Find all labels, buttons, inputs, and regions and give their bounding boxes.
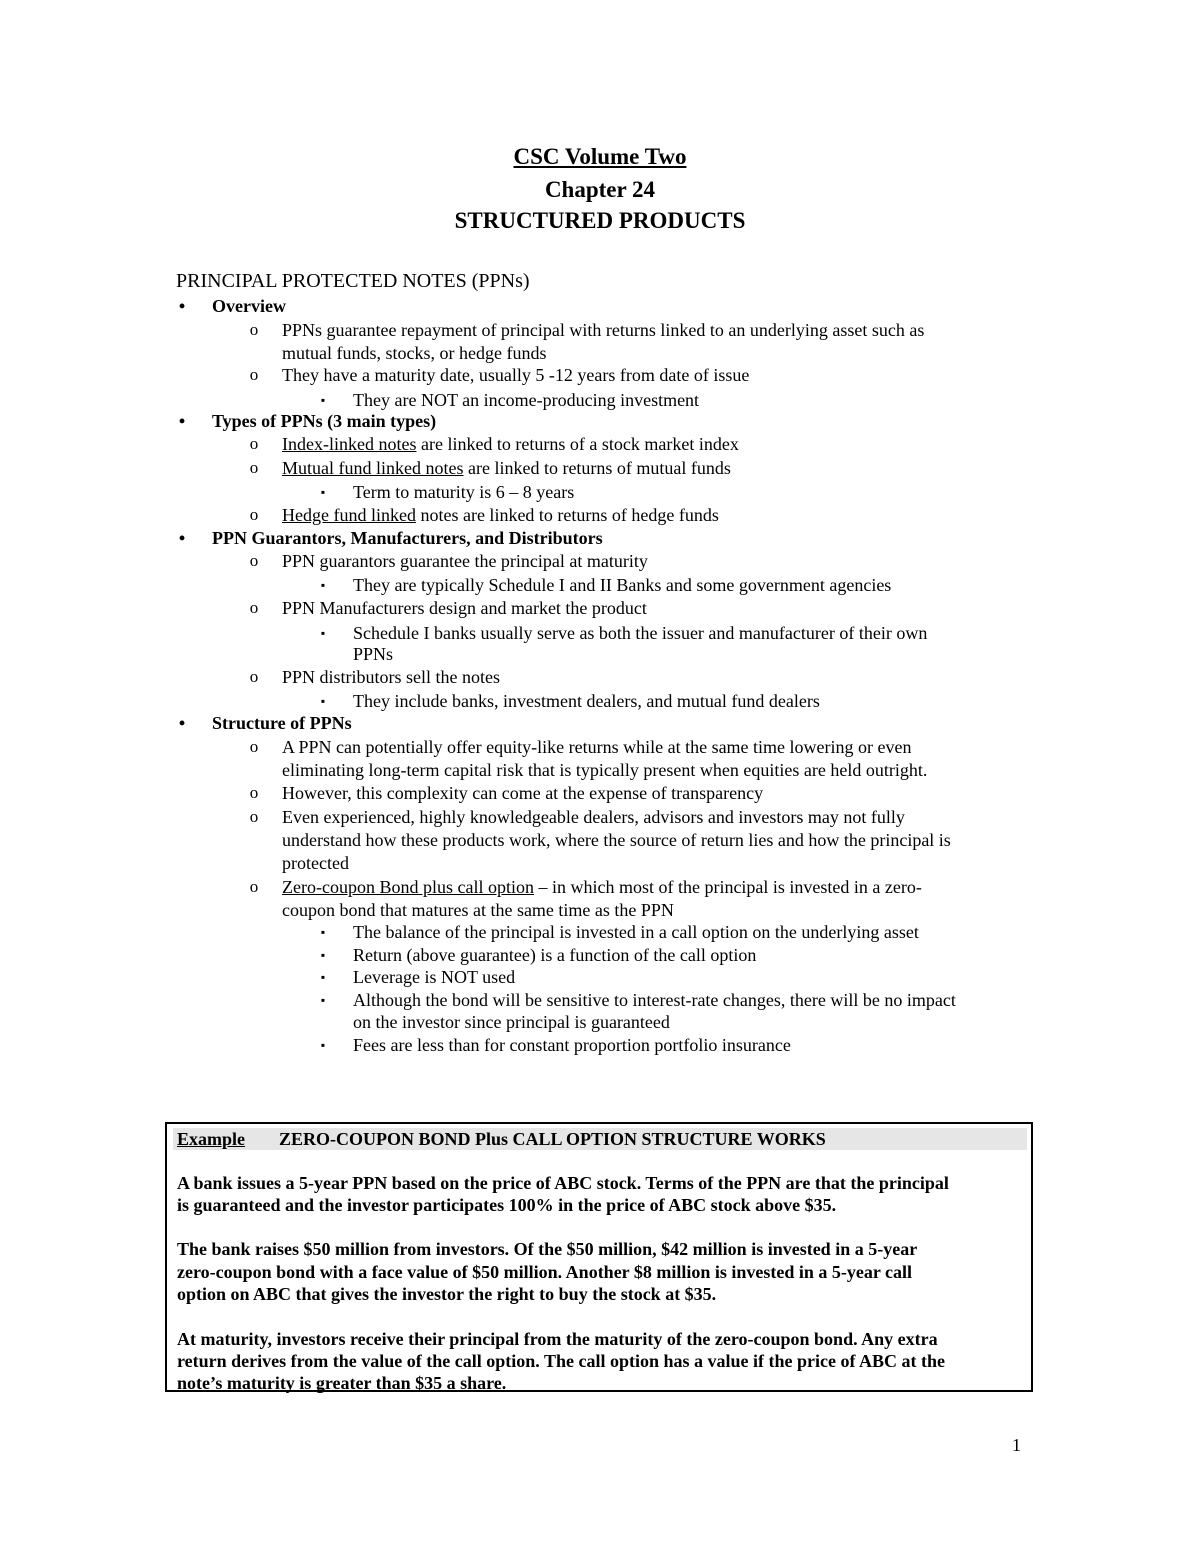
list-item-text: Return (above guarantee) is a function of the call option <box>353 945 757 965</box>
bullet-marker: • <box>178 411 186 431</box>
list-item-text: coupon bond that matures at the same time as the PPN <box>282 900 674 920</box>
example-text-line: option on ABC that gives the investor the right to buy the stock at $35. <box>177 1284 717 1304</box>
list-item-text: mutual funds, stocks, or hedge funds <box>282 343 547 363</box>
bullet-marker: o <box>249 807 259 826</box>
term-description: – in which most of the principal is invested in a zero- <box>533 877 922 897</box>
list-item-text: They include banks, investment dealers, and mutual fund dealers <box>353 691 820 711</box>
list-item-text: However, this complexity can come at the expense of transparency <box>282 783 764 803</box>
bullet-marker: o <box>249 505 259 524</box>
bullet-marker: ▪ <box>320 694 326 708</box>
list-item-text: PPNs <box>353 644 394 664</box>
bullet-marker: • <box>178 296 186 316</box>
bullet-marker: ▪ <box>320 970 326 984</box>
example-text-line: A bank issues a 5-year PPN based on the price of ABC stock. Terms of the PPN are that the principal <box>177 1173 949 1193</box>
bullet-marker: ▪ <box>320 578 326 592</box>
bullet-marker: ▪ <box>320 993 326 1007</box>
bullet-marker: o <box>249 551 259 570</box>
list-item-text <box>282 876 922 898</box>
term-underlined: Mutual fund linked notes <box>282 458 464 478</box>
example-text-line: return derives from the value of the call option. The call option has a value if the price of ABC at the <box>177 1351 945 1371</box>
list-item-text: Even experienced, highly knowledgeable dealers, advisors and investors may not fully <box>282 807 905 827</box>
section-heading: PRINCIPAL PROTECTED NOTES (PPNs) <box>176 270 530 292</box>
list-item-text: Leverage is NOT used <box>353 967 516 987</box>
list-item-text <box>282 433 739 455</box>
list-item-label: Structure of PPNs <box>212 713 352 733</box>
list-item-text: PPN guarantors guarantee the principal at maturity <box>282 551 648 571</box>
list-item-text: The balance of the principal is invested in a call option on the underlying asset <box>353 922 919 942</box>
list-item-text: They are NOT an income-producing investment <box>353 390 700 410</box>
list-item-text: They are typically Schedule I and II Banks and some government agencies <box>353 575 892 595</box>
term-underlined: Hedge fund linked <box>282 505 416 525</box>
list-item-text: Fees are less than for constant proportion portfolio insurance <box>353 1035 791 1055</box>
example-text-line: The bank raises $50 million from investors. Of the $50 million, $42 million is invested in a 5-year <box>177 1239 918 1259</box>
bullet-marker: o <box>249 737 259 756</box>
bullet-marker: ▪ <box>320 948 326 962</box>
bullet-marker: ▪ <box>320 1038 326 1052</box>
term-description: are linked to returns of mutual funds <box>463 458 731 478</box>
bullet-marker: • <box>178 528 186 548</box>
list-item-text <box>282 457 731 479</box>
bullet-marker: ▪ <box>320 393 326 407</box>
list-item-text: eliminating long-term capital risk that is typically present when equities are held outright. <box>282 760 928 780</box>
document-title: CSC Volume Two <box>513 144 687 169</box>
list-item-text: PPN distributors sell the notes <box>282 667 501 687</box>
bullet-marker: • <box>178 713 186 733</box>
list-item-text <box>282 504 719 526</box>
chapter-heading: Chapter 24 <box>544 177 656 202</box>
list-item-label: Overview <box>212 296 286 316</box>
list-item-text: on the investor since principal is guaranteed <box>353 1012 670 1032</box>
page-number: 1 <box>1012 1435 1021 1455</box>
list-item-text: Although the bond will be sensitive to interest-rate changes, there will be no impact <box>353 990 956 1010</box>
example-text-line: At maturity, investors receive their principal from the maturity of the zero-coupon bond. Any extra <box>177 1329 938 1349</box>
bullet-marker: o <box>249 458 259 477</box>
list-item-text: protected <box>282 853 349 873</box>
bullet-marker: o <box>249 598 259 617</box>
term-description: are linked to returns of a stock market index <box>416 434 739 454</box>
bullet-marker: o <box>249 877 259 896</box>
bullet-marker: ▪ <box>320 485 326 499</box>
list-item-text: A PPN can potentially offer equity-like returns while at the same time lowering or even <box>282 737 912 757</box>
example-text-line: note’s maturity is greater than $35 a share. <box>177 1373 507 1393</box>
list-item-label: PPN Guarantors, Manufacturers, and Distributors <box>212 528 603 548</box>
list-item-text: Schedule I banks usually serve as both the issuer and manufacturer of their own <box>353 623 928 643</box>
term-underlined: Index-linked notes <box>282 434 417 454</box>
example-text-line: zero-coupon bond with a face value of $50 million. Another $8 million is invested in a 5-year call <box>177 1262 913 1282</box>
bullet-marker: o <box>249 434 259 453</box>
example-label: Example <box>177 1129 246 1149</box>
list-item-text: PPNs guarantee repayment of principal with returns linked to an underlying asset such as <box>282 320 925 340</box>
example-title: ZERO-COUPON BOND Plus CALL OPTION STRUCTURE WORKS <box>279 1129 826 1149</box>
term-underlined: Zero-coupon Bond plus call option <box>282 877 534 897</box>
example-box <box>165 1122 1033 1392</box>
bullet-marker: o <box>249 365 259 384</box>
list-item-text: understand how these products work, where the source of return lies and how the principal is <box>282 830 951 850</box>
list-item-text: PPN Manufacturers design and market the product <box>282 598 647 618</box>
topic-heading: STRUCTURED PRODUCTS <box>454 208 746 233</box>
bullet-marker: ▪ <box>320 626 326 640</box>
term-description: notes are linked to returns of hedge funds <box>415 505 719 525</box>
list-item-text: They have a maturity date, usually 5 -12 years from date of issue <box>282 365 750 385</box>
bullet-marker: ▪ <box>320 925 326 939</box>
bullet-marker: o <box>249 320 259 339</box>
example-text-line: is guaranteed and the investor participates 100% in the price of ABC stock above $35. <box>177 1195 837 1215</box>
bullet-marker: o <box>249 667 259 686</box>
bullet-marker: o <box>249 783 259 802</box>
list-item-label: Types of PPNs (3 main types) <box>212 411 437 431</box>
list-item-text: Term to maturity is 6 – 8 years <box>353 482 575 502</box>
